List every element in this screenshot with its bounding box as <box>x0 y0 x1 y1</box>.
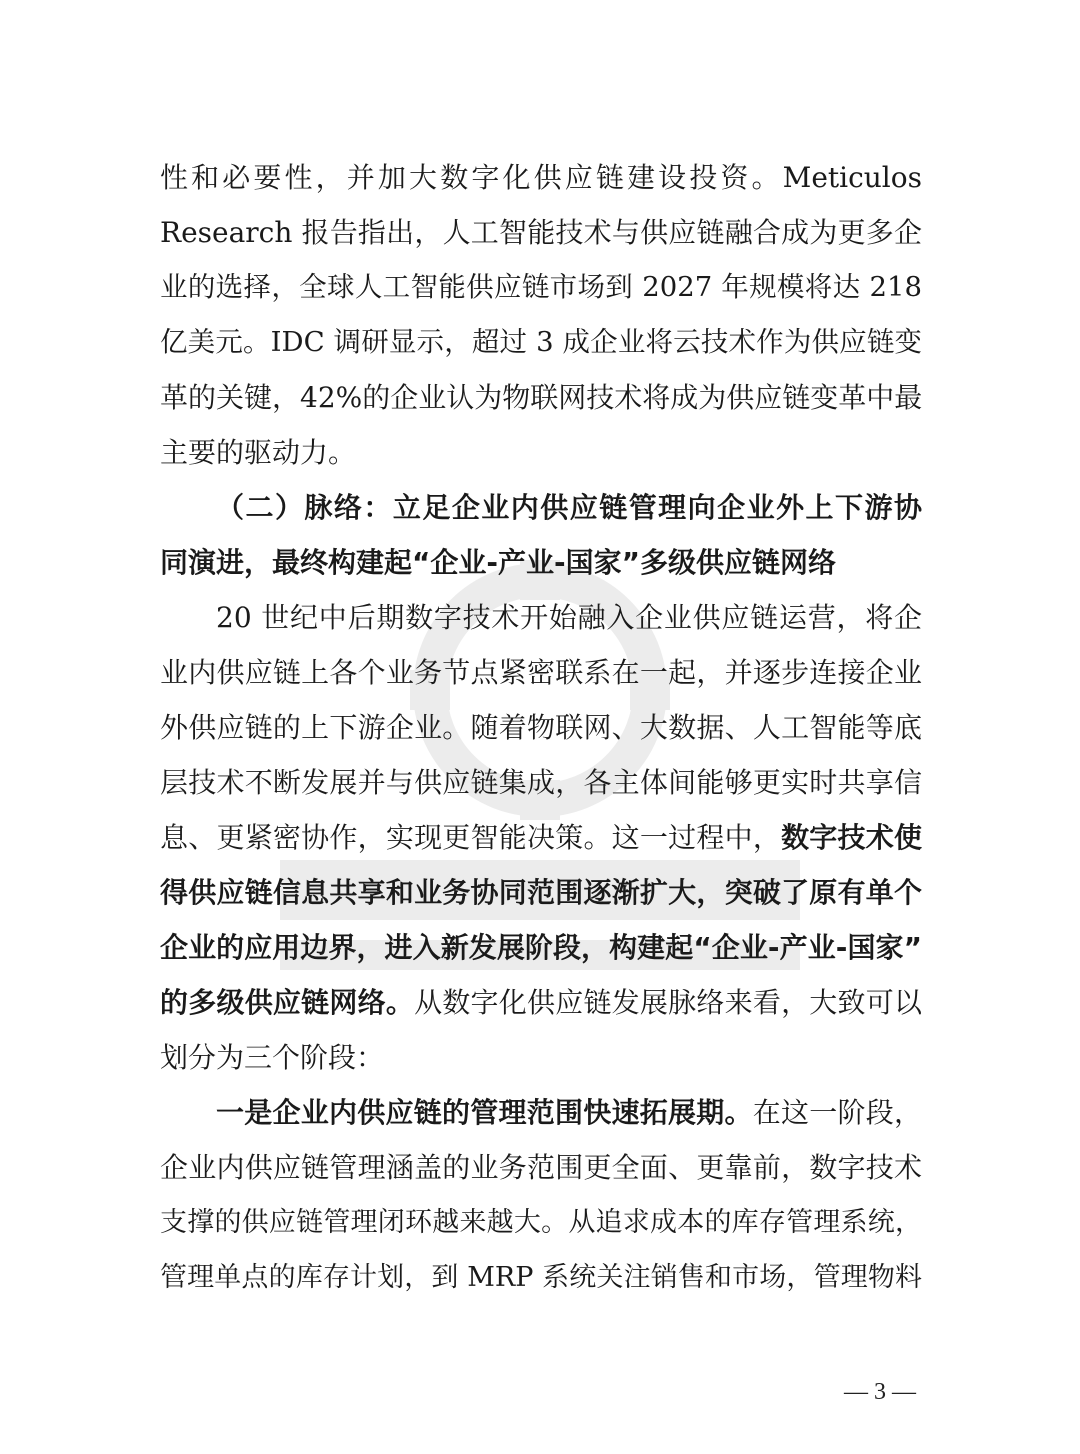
text-line: 外供应链的上下游企业。随着物联网、大数据、人工智能等底 <box>160 711 922 744</box>
text-line <box>160 810 922 865</box>
text-segment: 从数字化供应链发展脉络来看，大致可以 <box>414 986 922 1019</box>
text-segment: 息、更紧密协作，实现更智能决策。这一过程中， <box>160 821 782 854</box>
text-line: 亿美元。IDC 调研显示，超过 3 成企业将云技术作为供应链变 <box>160 326 922 358</box>
text-line: 管理单点的库存计划，到 MRP 系统关注销售和市场，管理物料 <box>160 1262 922 1293</box>
text-line: Research 报告指出，人工智能技术与供应链融合成为更多企 <box>160 216 922 249</box>
text-line: 革的关键，42%的企业认为物联网技术将成为供应链变革中最 <box>160 381 923 414</box>
text-line: 层技术不断发展并与供应链集成，各主体间能够更实时共享信 <box>160 766 922 799</box>
text-line: 主要的驱动力。 <box>160 436 357 469</box>
bold-text-line: 得供应链信息共享和业务协同范围逐渐扩大，突破了原有单个 <box>160 876 922 909</box>
text-line: 企业内供应链管理涵盖的业务范围更全面、更靠前，数字技术 <box>160 1151 922 1184</box>
bold-text-segment: 的多级供应链网络。 <box>160 986 415 1019</box>
bold-text-segment: 数字技术使 <box>781 821 922 854</box>
document-page <box>160 150 922 1305</box>
text-line <box>160 1085 922 1140</box>
text-segment: 在这一阶段， <box>752 1096 922 1129</box>
section-heading: 同演进，最终构建起“企业-产业-国家”多级供应链网络 <box>160 546 837 579</box>
text-line: 业的选择，全球人工智能供应链市场到 2027 年规模将达 218 <box>160 271 922 303</box>
bold-text-line: 企业的应用边界，进入新发展阶段，构建起“企业-产业-国家” <box>160 931 922 964</box>
text-line: 性和必要性，并加大数字化供应链建设投资。Meticulos <box>160 161 922 194</box>
section-heading: （二）脉络：立足企业内供应链管理向企业外上下游协 <box>216 491 922 524</box>
text-line: 20 世纪中后期数字技术开始融入企业供应链运营，将企 <box>216 601 922 634</box>
bold-text-segment: 一是企业内供应链的管理范围快速拓展期。 <box>216 1096 753 1129</box>
text-line: 划分为三个阶段： <box>160 1041 385 1074</box>
text-line <box>160 975 922 1030</box>
text-line: 业内供应链上各个业务节点紧密联系在一起，并逐步连接企业 <box>160 656 922 689</box>
text-line: 支撑的供应链管理闭环越来越大。从追求成本的库存管理系统， <box>160 1207 922 1238</box>
page-number: — 3 — <box>844 1379 916 1405</box>
